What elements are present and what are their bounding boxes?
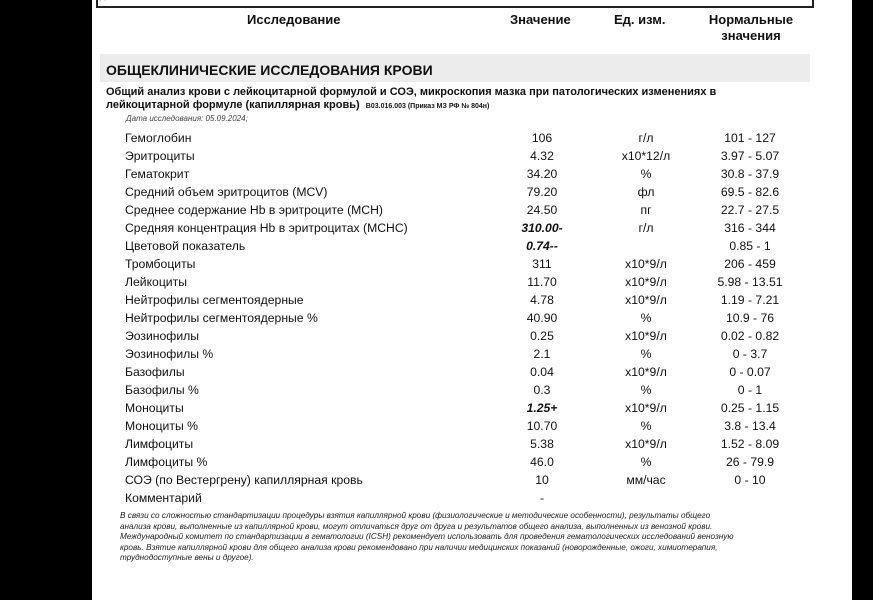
result-name: Лимфоциты xyxy=(125,437,194,451)
result-unit: пг xyxy=(640,203,652,217)
analysis-title-line1: Общий анализ крови с лейкоцитарной формулой и СОЭ, микроскопия мазка при патологических изменениях в xyxy=(106,86,717,98)
result-name: Средняя концентрация Hb в эритроцитах (MCHC) xyxy=(125,221,408,235)
table-row xyxy=(92,345,852,363)
result-unit: % xyxy=(640,311,652,325)
result-name: Нейтрофилы сегментоядерные % xyxy=(125,311,318,325)
result-unit: х10*9/л xyxy=(625,401,667,415)
analysis-date: Дата исследования: 05.09.2024; xyxy=(126,114,248,123)
result-name: Цветовой показатель xyxy=(125,239,246,253)
table-row xyxy=(92,129,852,147)
table-row xyxy=(92,291,852,309)
result-value: 0.74-- xyxy=(526,239,558,253)
result-value: 10 xyxy=(535,473,549,487)
result-unit: х10*9/л xyxy=(625,293,667,307)
result-value: 24.50 xyxy=(526,203,558,217)
header-reference-line1: Нормальные xyxy=(708,12,794,27)
table-row xyxy=(92,309,852,327)
result-name: Лейкоциты xyxy=(125,275,187,289)
result-reference: 101 - 127 xyxy=(724,131,776,145)
table-row xyxy=(92,417,852,435)
result-reference: 0.85 - 1 xyxy=(729,239,771,253)
result-unit: % xyxy=(640,167,652,181)
result-value: 0.04 xyxy=(530,365,554,379)
result-unit: х10*9/л xyxy=(625,257,667,271)
result-name: Комментарий xyxy=(125,491,202,505)
table-row xyxy=(92,237,852,255)
result-unit: г/л xyxy=(638,221,654,235)
result-unit: % xyxy=(640,419,652,433)
result-name: Эозинофилы % xyxy=(125,347,214,361)
header-reference xyxy=(704,12,798,44)
table-row xyxy=(92,435,852,453)
result-value: 11.70 xyxy=(527,275,557,289)
result-reference: 69.5 - 82.6 xyxy=(720,185,780,199)
footnote-line: анализа крови, выполненные из капиллярной крови, могут отличаться друг от друга и результатов общего анализа, выполненных из венозной крови. xyxy=(120,521,713,531)
result-reference: 0 - 0.07 xyxy=(729,365,771,379)
result-value: 2.1 xyxy=(533,347,551,361)
analysis-code: B03.016.003 (Приказ МЗ РФ № 804н) xyxy=(365,103,490,110)
section-title: ОБЩЕКЛИНИЧЕСКИЕ ИССЛЕДОВАНИЯ КРОВИ xyxy=(106,62,433,78)
result-name: Эритроциты xyxy=(125,149,195,163)
table-row xyxy=(92,255,852,273)
section-header xyxy=(100,54,810,82)
table-row xyxy=(92,273,852,291)
table-row xyxy=(92,147,852,165)
footnote-line: труднодоступные вены и другое). xyxy=(120,553,254,563)
result-reference: 5.98 - 13.51 xyxy=(717,275,783,289)
result-value: 10.70 xyxy=(526,419,558,433)
result-reference: 1.19 - 7.21 xyxy=(720,293,780,307)
result-value: 79.20 xyxy=(526,185,558,199)
footnote-line: кровь. Взятие капиллярной крови для общего анализа крови рекомендовано при наличии медицинских показаний (новорожденные, ожоги, химиотерапия, xyxy=(120,542,718,552)
footnote xyxy=(120,511,820,564)
result-name: Нейтрофилы сегментоядерные xyxy=(125,293,304,307)
result-name: Базофилы % xyxy=(125,383,199,397)
table-row xyxy=(92,399,852,417)
result-unit: х10*12/л xyxy=(621,149,671,163)
analysis-title-line2-text: лейкоцитарной формуле (капиллярная кровь) xyxy=(106,99,360,111)
result-reference: 316 - 344 xyxy=(724,221,776,235)
result-name: Гематокрит xyxy=(125,167,190,181)
result-value: 1.25+ xyxy=(526,401,558,415)
table-row xyxy=(92,183,852,201)
header-test: Исследование xyxy=(247,12,341,27)
result-name: СОЭ (по Вестергрену) капиллярная кровь xyxy=(125,473,363,487)
result-reference: 0.02 - 0.82 xyxy=(720,329,780,343)
result-value: 5.38 xyxy=(530,437,554,451)
result-unit: % xyxy=(640,455,652,469)
footnote-line: Международный комитет по стандартизации в гематологии (ICSH) рекомендует использовать для проведения гематологических исследований венозную xyxy=(120,532,734,542)
table-row xyxy=(92,201,852,219)
result-value: 4.78 xyxy=(530,293,554,307)
table-row xyxy=(92,363,852,381)
table-row xyxy=(92,327,852,345)
result-name: Тромбоциты xyxy=(125,257,196,271)
result-reference: 30.8 - 37.9 xyxy=(720,167,780,181)
analysis-title-line2 xyxy=(106,99,826,113)
result-value: 106 xyxy=(531,131,553,145)
header-value: Значение xyxy=(510,12,571,27)
result-reference: 206 - 459 xyxy=(724,257,776,271)
result-name: Гемоглобин xyxy=(125,131,192,145)
result-name: Моноциты xyxy=(125,401,184,415)
result-reference: 3.8 - 13.4 xyxy=(724,419,776,433)
result-reference: 26 - 79.9 xyxy=(725,455,775,469)
lab-report-sheet xyxy=(92,0,852,600)
result-name: Средний объем эритроцитов (MCV) xyxy=(125,185,328,199)
result-unit: фл xyxy=(637,185,655,199)
result-reference: 1.52 - 8.09 xyxy=(720,437,780,451)
result-name: Моноциты % xyxy=(125,419,198,433)
result-value: 4.32 xyxy=(530,149,554,163)
table-row xyxy=(92,219,852,237)
header-unit: Ед. изм. xyxy=(614,12,666,27)
result-reference: 22.7 - 27.5 xyxy=(720,203,780,217)
result-value: 46.0 xyxy=(530,455,554,469)
diagnosis-label xyxy=(100,0,130,1)
result-value: - xyxy=(539,491,545,505)
table-row xyxy=(92,471,852,489)
table-row xyxy=(92,165,852,183)
result-reference: 0 - 1 xyxy=(737,383,763,397)
diagnosis-box xyxy=(96,0,814,8)
table-row xyxy=(92,381,852,399)
result-reference: 0.25 - 1.15 xyxy=(720,401,780,415)
result-unit: х10*9/л xyxy=(625,275,667,289)
header-reference-line2: значения xyxy=(721,28,781,43)
result-value: 0.3 xyxy=(533,383,551,397)
result-value: 34.20 xyxy=(526,167,558,181)
footnote-line: В связи со сложностью стандартизации процедуры взятия капиллярной крови (физиологические и методические особенности), результаты общего xyxy=(120,511,711,520)
result-name: Лимфоциты % xyxy=(125,455,208,469)
result-reference: 3.97 - 5.07 xyxy=(720,149,780,163)
result-value: 0.25 xyxy=(530,329,554,343)
result-name: Среднее содержание Hb в эритроците (MCH) xyxy=(125,203,383,217)
table-row xyxy=(92,489,852,507)
result-value: 311 xyxy=(532,257,552,271)
result-reference: 0 - 10 xyxy=(734,473,766,487)
result-name: Базофилы xyxy=(125,365,185,379)
result-unit: х10*9/л xyxy=(625,329,667,343)
result-unit: % xyxy=(640,347,652,361)
result-unit: х10*9/л xyxy=(625,365,667,379)
analysis-description xyxy=(106,86,826,113)
result-unit: % xyxy=(640,383,652,397)
table-row xyxy=(92,453,852,471)
result-unit: г/л xyxy=(638,131,654,145)
result-unit: мм/час xyxy=(626,473,666,487)
result-value: 310.00- xyxy=(521,221,563,235)
result-reference: 0 - 3.7 xyxy=(732,347,768,361)
result-value: 40.90 xyxy=(526,311,558,325)
result-unit: х10*9/л xyxy=(625,437,667,451)
result-reference: 10.9 - 76 xyxy=(725,311,775,325)
result-name: Эозинофилы xyxy=(125,329,200,343)
